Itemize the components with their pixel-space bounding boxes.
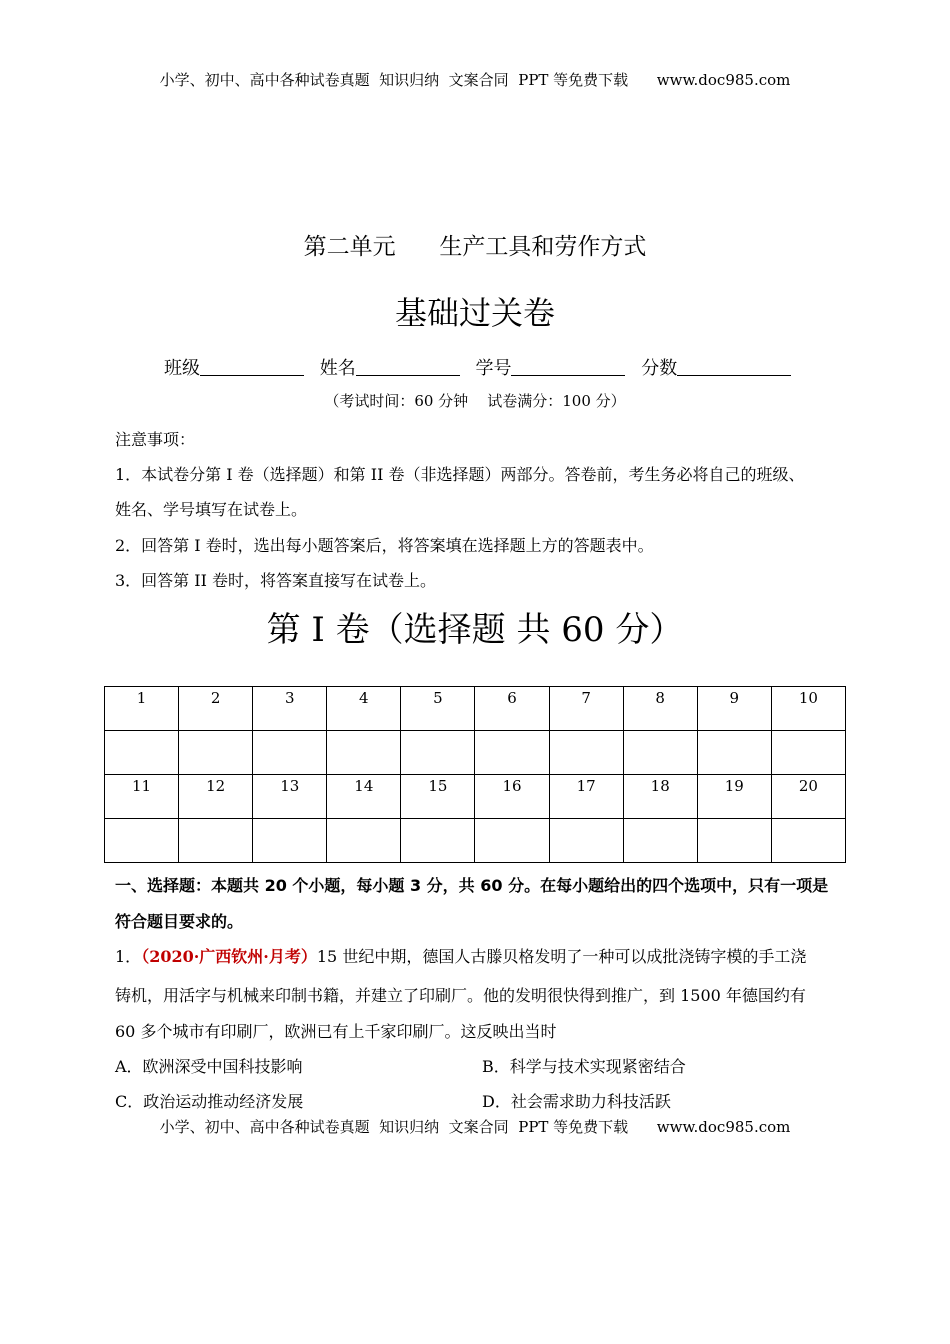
question-1-line-2: 铸机，用活字与机械来印制书籍，并建立了印刷厂。他的发明很快得到推广，到 1500 年德国约有 xyxy=(115,986,806,1005)
id-label: 学号 xyxy=(475,358,512,379)
answer-blank-cell[interactable] xyxy=(623,819,697,863)
answer-blank-cell[interactable] xyxy=(475,819,549,863)
answer-blank-cell[interactable] xyxy=(327,819,401,863)
score-blank[interactable] xyxy=(677,357,791,376)
answer-number-cell: 16 xyxy=(475,775,549,819)
answer-number-cell: 7 xyxy=(549,687,623,731)
question-1-line-1 xyxy=(115,944,806,967)
answer-number-cell: 5 xyxy=(401,687,475,731)
answer-number-cell: 19 xyxy=(697,775,771,819)
answer-number-cell: 3 xyxy=(253,687,327,731)
class-label: 班级 xyxy=(164,358,200,379)
answer-number-row-1 xyxy=(105,687,846,731)
answer-number-row-2 xyxy=(105,775,846,819)
name-blank[interactable] xyxy=(356,357,460,376)
question-text: 15 世纪中期，德国人古滕贝格发明了一种可以成批浇铸字模的手工浇 xyxy=(316,947,807,966)
answer-number-cell: 4 xyxy=(327,687,401,731)
unit-title: 第二单元 生产工具和劳作方式 xyxy=(303,234,647,260)
note-line-2: 2．回答第 I 卷时，选出每小题答案后，将答案填在选择题上方的答题表中。 xyxy=(115,536,654,555)
note-line-1b: 姓名、学号填写在试卷上。 xyxy=(115,500,308,519)
answer-blank-cell[interactable] xyxy=(179,819,253,863)
exam-info: （考试时间：60 分钟 试卷满分：100 分） xyxy=(324,392,626,410)
answer-blank-cell[interactable] xyxy=(179,731,253,775)
answer-blank-cell[interactable] xyxy=(771,731,845,775)
answer-blank-cell[interactable] xyxy=(105,731,179,775)
answer-number-cell: 12 xyxy=(179,775,253,819)
answer-blank-row-1 xyxy=(105,731,846,775)
question-1-line-3: 60 多个城市有印刷厂，欧洲已有上千家印刷厂。这反映出当时 xyxy=(115,1022,557,1041)
answer-blank-cell[interactable] xyxy=(253,819,327,863)
page-footer: 小学、初中、高中各种试卷真题 知识归纳 文案合同 PPT 等免费下载 www.doc985.com xyxy=(159,1118,791,1136)
answer-blank-cell[interactable] xyxy=(327,731,401,775)
name-label: 姓名 xyxy=(319,358,356,379)
answer-number-cell: 11 xyxy=(105,775,179,819)
id-blank[interactable] xyxy=(511,357,625,376)
answer-blank-cell[interactable] xyxy=(475,731,549,775)
answer-number-cell: 17 xyxy=(549,775,623,819)
answer-number-cell: 10 xyxy=(771,687,845,731)
answer-number-cell: 8 xyxy=(623,687,697,731)
answer-blank-cell[interactable] xyxy=(697,819,771,863)
note-line-3: 3．回答第 II 卷时，将答案直接写在试卷上。 xyxy=(115,571,436,590)
answer-number-cell: 13 xyxy=(253,775,327,819)
answer-blank-cell[interactable] xyxy=(697,731,771,775)
answer-number-cell: 2 xyxy=(179,687,253,731)
answer-number-cell: 15 xyxy=(401,775,475,819)
student-info-fields xyxy=(164,354,801,380)
answer-table xyxy=(104,686,846,863)
answer-number-cell: 14 xyxy=(327,775,401,819)
answer-blank-row-2 xyxy=(105,819,846,863)
answer-blank-cell[interactable] xyxy=(105,819,179,863)
answer-blank-cell[interactable] xyxy=(549,819,623,863)
option-d[interactable]: D．社会需求助力科技活跃 xyxy=(482,1092,671,1111)
section-heading-line-2: 符合题目要求的。 xyxy=(115,912,244,931)
option-b[interactable]: B．科学与技术实现紧密结合 xyxy=(482,1057,686,1076)
main-title: 基础过关卷 xyxy=(394,294,555,332)
answer-number-cell: 18 xyxy=(623,775,697,819)
option-c[interactable]: C．政治运动推动经济发展 xyxy=(115,1092,304,1111)
answer-blank-cell[interactable] xyxy=(771,819,845,863)
question-number: 1． xyxy=(115,947,142,966)
option-a[interactable]: A．欧洲深受中国科技影响 xyxy=(115,1057,303,1076)
page-header: 小学、初中、高中各种试卷真题 知识归纳 文案合同 PPT 等免费下载 www.doc985.com xyxy=(159,71,791,89)
answer-blank-cell[interactable] xyxy=(623,731,697,775)
answer-blank-cell[interactable] xyxy=(549,731,623,775)
class-blank[interactable] xyxy=(200,357,304,376)
question-source: （2020·广西钦州·月考） xyxy=(141,947,317,966)
notes-title: 注意事项： xyxy=(115,430,196,449)
section-heading-line-1: 一、选择题：本题共 20 个小题，每小题 3 分，共 60 分。在每小题给出的四个选项中，只有一项是 xyxy=(115,876,829,895)
answer-number-cell: 6 xyxy=(475,687,549,731)
answer-blank-cell[interactable] xyxy=(401,819,475,863)
score-label: 分数 xyxy=(641,358,678,379)
answer-number-cell: 9 xyxy=(697,687,771,731)
note-line-1a: 1．本试卷分第 I 卷（选择题）和第 II 卷（非选择题）两部分。答卷前，考生务必将自己的班级、 xyxy=(115,465,805,484)
answer-blank-cell[interactable] xyxy=(401,731,475,775)
answer-blank-cell[interactable] xyxy=(253,731,327,775)
answer-number-cell: 20 xyxy=(771,775,845,819)
part-one-title: 第 I 卷（选择题 共 60 分） xyxy=(266,610,684,650)
answer-number-cell: 1 xyxy=(105,687,179,731)
